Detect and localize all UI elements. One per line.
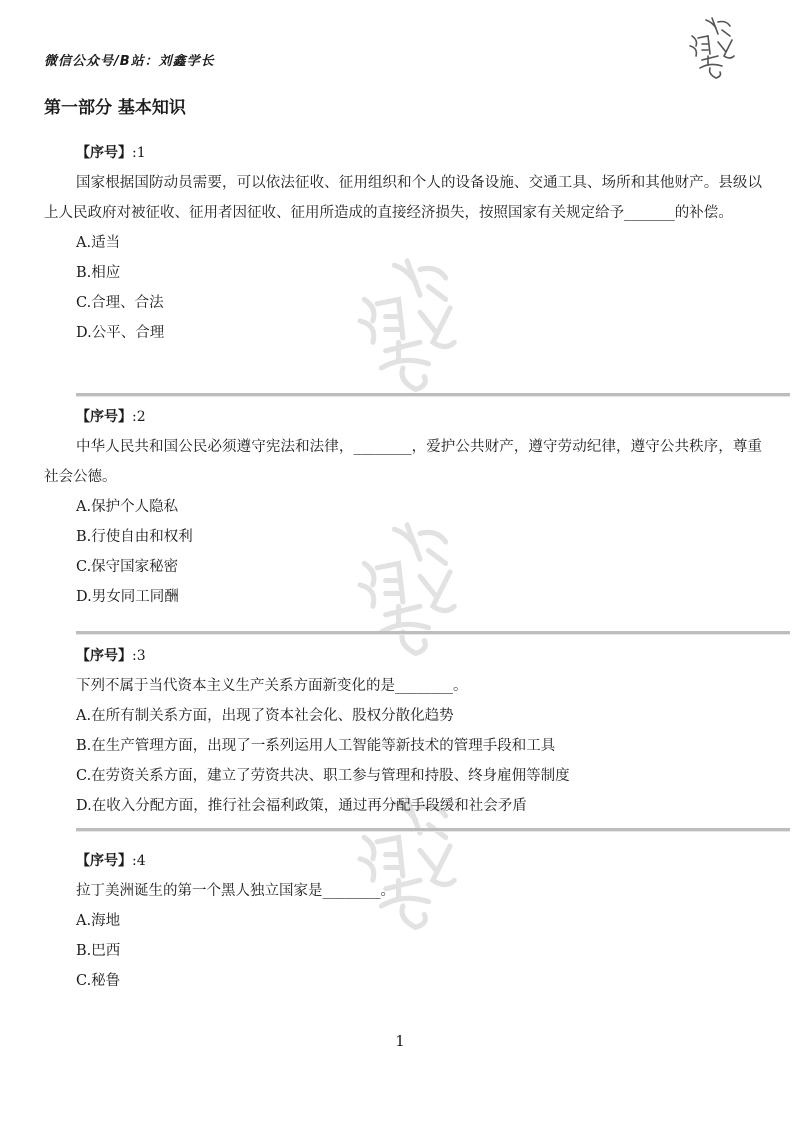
question-label: [44, 138, 762, 168]
option-c: C.合理、合法: [76, 295, 164, 311]
option-c: C.在劳资关系方面，建立了劳资共决、职工参与管理和持股、终身雇佣等制度: [76, 768, 570, 784]
question-number: :4: [132, 853, 146, 869]
question-number: :1: [132, 145, 146, 161]
divider: [76, 828, 790, 832]
option-d: D.在收入分配方面，推行社会福利政策，通过再分配手段缓和社会矛盾: [76, 798, 527, 814]
option-a: A.海地: [76, 913, 121, 929]
page-number: 1: [395, 1032, 405, 1050]
question-label-text: 【序号】: [76, 853, 132, 869]
question-label-text: 【序号】: [76, 409, 132, 425]
question-label: [44, 846, 762, 876]
question-stem: 下列不属于当代资本主义生产关系方面新变化的是________。: [76, 678, 468, 694]
option-d: D.公平、合理: [76, 325, 165, 341]
option-a: A.保护个人隐私: [76, 499, 179, 515]
option-d: D.男女同工同酬: [76, 589, 179, 605]
divider: [76, 393, 790, 397]
channel-header: 微信公众号/B站：刘鑫学长: [44, 54, 215, 69]
question-label: [44, 641, 762, 671]
option-a: A.适当: [76, 235, 121, 251]
option-b: B.行使自由和权利: [76, 529, 193, 545]
question-label-text: 【序号】: [76, 145, 132, 161]
question-stem: 拉丁美洲诞生的第一个黑人独立国家是________。: [76, 883, 395, 899]
option-c: C.秘鲁: [76, 973, 121, 989]
option-b: B.在生产管理方面，出现了一系列运用人工智能等新技术的管理手段和工具: [76, 738, 556, 754]
question-label-text: 【序号】: [76, 648, 132, 664]
section-title: 第一部分 基本知识: [44, 98, 186, 118]
option-c: C.保守国家秘密: [76, 559, 179, 575]
question-3: [44, 641, 762, 821]
question-2: [44, 402, 762, 612]
question-number: :3: [132, 648, 146, 664]
option-a: A.在所有制关系方面，出现了资本社会化、股权分散化趋势: [76, 708, 454, 724]
question-4: [44, 846, 762, 996]
question-label: [44, 402, 762, 432]
logo-icon: [676, 12, 746, 82]
question-stem: 国家根据国防动员需要，可以依法征收、征用组织和个人的设备设施、交通工具、场所和其他财产。县级以上人民政府对被征收、征用者因征收、征用所造成的直接经济损失，按照国家有关规定给予_______的补偿。: [44, 175, 762, 221]
option-b: B.巴西: [76, 943, 121, 959]
question-1: [44, 138, 762, 348]
question-number: :2: [132, 409, 146, 425]
option-b: B.相应: [76, 265, 121, 281]
divider: [76, 631, 790, 635]
question-stem: 中华人民共和国公民必须遵守宪法和法律，________，爱护公共财产，遵守劳动纪律，遵守公共秩序，尊重社会公德。: [44, 439, 762, 485]
